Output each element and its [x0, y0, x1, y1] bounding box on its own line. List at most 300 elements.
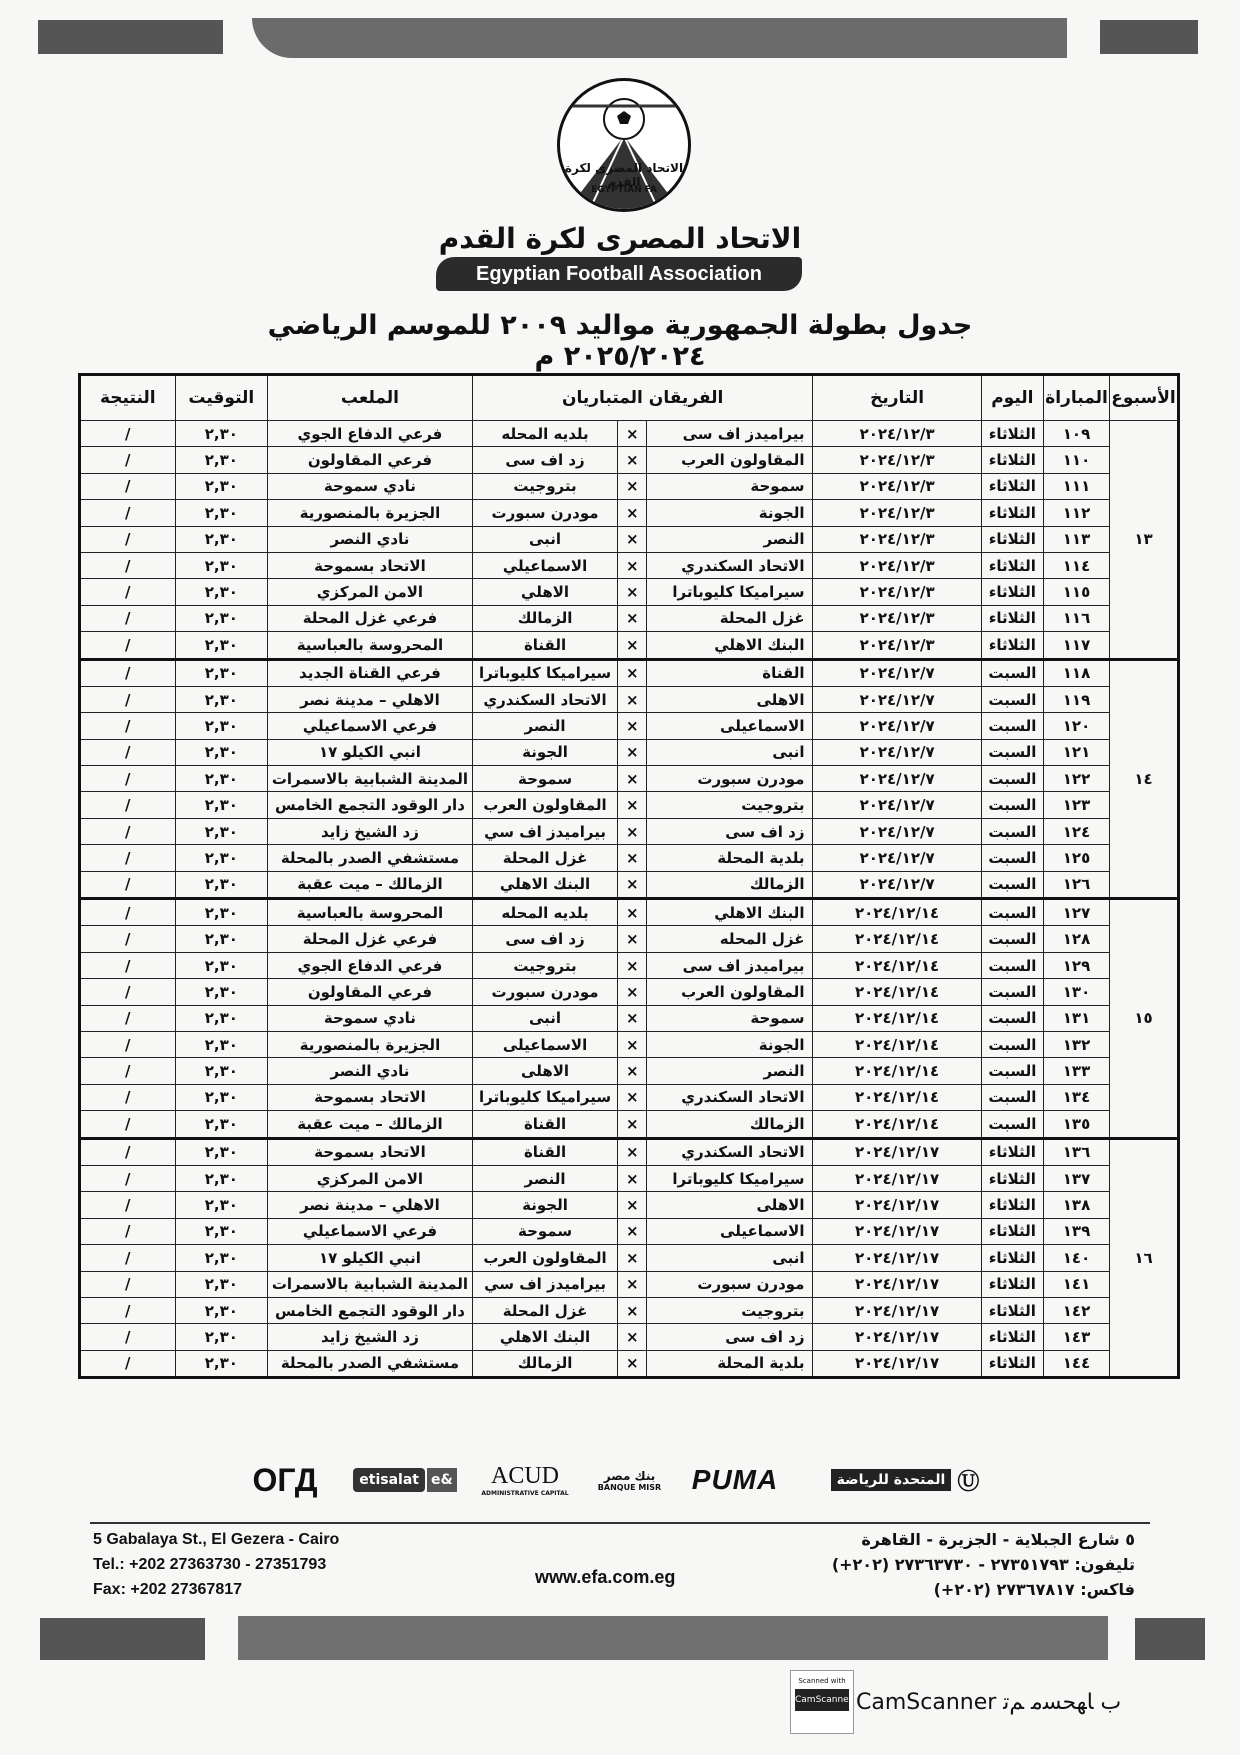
camscanner-text: CamScanner ﺏ ﺎﻬﺤﺴﻣ ﻢﺗ — [856, 1690, 1122, 1715]
match-result: / — [80, 659, 176, 686]
match-time: ٢,٣٠ — [175, 526, 267, 552]
match-result: / — [80, 1192, 176, 1218]
versus-mark: × — [618, 473, 647, 499]
match-venue: الاتحاد بسموحة — [268, 552, 473, 578]
away-team: الاسماعيلى — [472, 1031, 617, 1057]
header-day: اليوم — [981, 375, 1043, 421]
match-result: / — [80, 1324, 176, 1350]
match-date: ٢٠٢٤/١٢/٣ — [813, 447, 981, 473]
match-date: ٢٠٢٤/١٢/١٧ — [813, 1245, 981, 1271]
match-day: السبت — [981, 659, 1043, 686]
versus-mark: × — [618, 605, 647, 631]
header-result: النتيجة — [80, 375, 176, 421]
versus-mark: × — [618, 1084, 647, 1110]
versus-mark: × — [618, 979, 647, 1005]
match-venue: المحروسة بالعباسية — [268, 632, 473, 659]
away-team: غزل المحلة — [472, 845, 617, 871]
match-day: الثلاثاء — [981, 1245, 1043, 1271]
table-row — [80, 1031, 1179, 1057]
match-time: ٢,٣٠ — [175, 792, 267, 818]
match-venue: الزمالك – ميت عقبة — [268, 1111, 473, 1138]
match-number: ١٤٢ — [1044, 1297, 1110, 1323]
efa-logo — [557, 78, 691, 212]
match-day: السبت — [981, 818, 1043, 844]
versus-mark: × — [618, 1324, 647, 1350]
match-date: ٢٠٢٤/١٢/١٤ — [813, 1084, 981, 1110]
camscanner-badge-top: Scanned with — [798, 1677, 846, 1685]
match-result: / — [80, 552, 176, 578]
match-day: الثلاثاء — [981, 552, 1043, 578]
home-team: الاسماعيلى — [647, 1218, 813, 1244]
match-number: ١٠٩ — [1044, 421, 1110, 447]
match-day: السبت — [981, 952, 1043, 978]
phone-line-ar: تليفون: ٢٧٣٥١٧٩٣ - ٢٧٣٦٣٧٣٠ (٢٠٢+) — [831, 1555, 1135, 1574]
home-team: القناة — [647, 659, 813, 686]
versus-mark: × — [618, 766, 647, 792]
match-date: ٢٠٢٤/١٢/٧ — [813, 818, 981, 844]
away-team: الاهلى — [472, 1058, 617, 1084]
home-team: المقاولون العرب — [647, 447, 813, 473]
match-time: ٢,٣٠ — [175, 1084, 267, 1110]
home-team: سموحة — [647, 1005, 813, 1031]
table-row — [80, 421, 1179, 447]
match-venue: انبي الكيلو ١٧ — [268, 739, 473, 765]
top-scan-bar-center — [252, 18, 1067, 58]
match-number: ١١١ — [1044, 473, 1110, 499]
match-number: ١٢٨ — [1044, 926, 1110, 952]
match-time: ٢,٣٠ — [175, 447, 267, 473]
match-result: / — [80, 500, 176, 526]
match-time: ٢,٣٠ — [175, 926, 267, 952]
match-result: / — [80, 899, 176, 926]
header-teams: الفريقان المتباريان — [472, 375, 813, 421]
match-venue: فرعي المقاولون — [268, 979, 473, 1005]
versus-mark: × — [618, 1111, 647, 1138]
away-team: البنك الاهلي — [472, 1324, 617, 1350]
match-time: ٢,٣٠ — [175, 1350, 267, 1377]
match-date: ٢٠٢٤/١٢/١٤ — [813, 1058, 981, 1084]
match-number: ١٣٥ — [1044, 1111, 1110, 1138]
away-team: سموحة — [472, 1218, 617, 1244]
versus-mark: × — [618, 952, 647, 978]
header-week: الأسبوع — [1110, 375, 1179, 421]
match-number: ١٤٠ — [1044, 1245, 1110, 1271]
match-time: ٢,٣٠ — [175, 979, 267, 1005]
match-venue: الجزيرة بالمنصورية — [268, 500, 473, 526]
match-venue: المدينة الشبابية بالاسمرات — [268, 1271, 473, 1297]
versus-mark: × — [618, 845, 647, 871]
versus-mark: × — [618, 500, 647, 526]
match-venue: فرعي القناة الجديد — [268, 659, 473, 686]
match-result: / — [80, 686, 176, 712]
match-day: الثلاثاء — [981, 1350, 1043, 1377]
versus-mark: × — [618, 899, 647, 926]
away-team: المقاولون العرب — [472, 792, 617, 818]
home-team: سموحة — [647, 473, 813, 499]
match-date: ٢٠٢٤/١٢/٧ — [813, 713, 981, 739]
match-date: ٢٠٢٤/١٢/١٤ — [813, 979, 981, 1005]
match-time: ٢,٣٠ — [175, 1058, 267, 1084]
address-line-en: 5 Gabalaya St., El Gezera - Cairo — [93, 1531, 340, 1548]
match-venue: مستشفي الصدر بالمحلة — [268, 1350, 473, 1377]
match-day: السبت — [981, 1058, 1043, 1084]
table-row — [80, 1245, 1179, 1271]
away-team: سموحة — [472, 766, 617, 792]
match-time: ٢,٣٠ — [175, 871, 267, 898]
match-day: السبت — [981, 871, 1043, 898]
match-date: ٢٠٢٤/١٢/١٤ — [813, 1005, 981, 1031]
table-row — [80, 792, 1179, 818]
match-day: الثلاثاء — [981, 1297, 1043, 1323]
match-venue: فرعي المقاولون — [268, 447, 473, 473]
home-team: بيراميدز اف سى — [647, 421, 813, 447]
logo-text-en: EGYPTIAN FA — [591, 185, 657, 195]
match-number: ١١٥ — [1044, 579, 1110, 605]
match-date: ٢٠٢٤/١٢/٣ — [813, 579, 981, 605]
match-venue: فرعي غزل المحلة — [268, 605, 473, 631]
match-number: ١١٤ — [1044, 552, 1110, 578]
bottom-scan-bar-center — [238, 1616, 1108, 1660]
match-number: ١١٨ — [1044, 659, 1110, 686]
table-row — [80, 500, 1179, 526]
match-number: ١٢٢ — [1044, 766, 1110, 792]
match-day: السبت — [981, 899, 1043, 926]
versus-mark: × — [618, 447, 647, 473]
match-date: ٢٠٢٤/١٢/١٧ — [813, 1350, 981, 1377]
match-date: ٢٠٢٤/١٢/١٤ — [813, 952, 981, 978]
sponsors-strip — [240, 1455, 1010, 1505]
match-result: / — [80, 818, 176, 844]
fax-line-en: Fax: +202 27367817 — [93, 1581, 243, 1598]
header-time: التوقيت — [175, 375, 267, 421]
home-team: مودرن سبورت — [647, 1271, 813, 1297]
away-team: الاهلي — [472, 579, 617, 605]
match-number: ١٢٦ — [1044, 871, 1110, 898]
sponsor-banque-misr-en: BANQUE MISR — [597, 1482, 662, 1492]
table-row — [80, 1058, 1179, 1084]
table-row — [80, 1297, 1179, 1323]
home-team: بتروجيت — [647, 792, 813, 818]
camscanner-badge — [790, 1670, 854, 1734]
away-team: المقاولون العرب — [472, 1245, 617, 1271]
match-date: ٢٠٢٤/١٢/٣ — [813, 552, 981, 578]
sponsor-etisalat — [345, 1455, 465, 1505]
home-team: زد اف سى — [647, 818, 813, 844]
home-team: النصر — [647, 526, 813, 552]
match-result: / — [80, 979, 176, 1005]
match-time: ٢,٣٠ — [175, 659, 267, 686]
sponsor-acud-text: ACUD — [490, 1463, 559, 1489]
match-time: ٢,٣٠ — [175, 739, 267, 765]
match-number: ١٣٦ — [1044, 1138, 1110, 1165]
match-number: ١١٩ — [1044, 686, 1110, 712]
away-team: سيراميكا كليوباترا — [472, 659, 617, 686]
match-date: ٢٠٢٤/١٢/٧ — [813, 845, 981, 871]
match-day: الثلاثاء — [981, 500, 1043, 526]
away-team: انبى — [472, 526, 617, 552]
sponsor-acud-sub: ADMINISTRATIVE CAPITAL — [481, 1490, 569, 1497]
match-venue: فرعي الاسماعيلي — [268, 713, 473, 739]
table-row — [80, 1271, 1179, 1297]
away-team: الجونة — [472, 1192, 617, 1218]
home-team: الجونة — [647, 500, 813, 526]
match-day: السبت — [981, 739, 1043, 765]
match-date: ٢٠٢٤/١٢/٧ — [813, 659, 981, 686]
versus-mark: × — [618, 1271, 647, 1297]
match-result: / — [80, 845, 176, 871]
table-row — [80, 845, 1179, 871]
phone-line-en: Tel.: +202 27363730 - 27351793 — [93, 1556, 327, 1573]
match-day: الثلاثاء — [981, 1165, 1043, 1191]
match-result: / — [80, 579, 176, 605]
home-team: زد اف سى — [647, 1324, 813, 1350]
home-team: الاتحاد السكندري — [647, 552, 813, 578]
match-number: ١٤١ — [1044, 1271, 1110, 1297]
match-venue: الامن المركزي — [268, 579, 473, 605]
table-row — [80, 659, 1179, 686]
versus-mark: × — [618, 632, 647, 659]
match-day: السبت — [981, 1084, 1043, 1110]
versus-mark: × — [618, 713, 647, 739]
away-team: مودرن سبورت — [472, 500, 617, 526]
match-number: ١٣٨ — [1044, 1192, 1110, 1218]
match-number: ١٢١ — [1044, 739, 1110, 765]
match-result: / — [80, 1084, 176, 1110]
match-venue: نادي سموحة — [268, 473, 473, 499]
match-number: ١٣٩ — [1044, 1218, 1110, 1244]
match-result: / — [80, 713, 176, 739]
match-venue: فرعي الاسماعيلي — [268, 1218, 473, 1244]
match-time: ٢,٣٠ — [175, 632, 267, 659]
sponsor-acud — [475, 1455, 575, 1505]
sponsor-banque-misr-text: بنك مصر — [603, 1468, 656, 1483]
match-result: / — [80, 926, 176, 952]
table-row — [80, 1111, 1179, 1138]
match-time: ٢,٣٠ — [175, 1271, 267, 1297]
match-time: ٢,٣٠ — [175, 845, 267, 871]
match-date: ٢٠٢٤/١٢/٧ — [813, 739, 981, 765]
match-day: السبت — [981, 792, 1043, 818]
table-row — [80, 1192, 1179, 1218]
match-venue: الاتحاد بسموحة — [268, 1084, 473, 1110]
versus-mark: × — [618, 739, 647, 765]
home-team: الاهلى — [647, 1192, 813, 1218]
match-result: / — [80, 1245, 176, 1271]
table-row — [80, 473, 1179, 499]
match-day: السبت — [981, 1005, 1043, 1031]
match-date: ٢٠٢٤/١٢/١٧ — [813, 1297, 981, 1323]
logo-text: الاتحاد المصرى لكرة القدم — [564, 161, 684, 189]
match-time: ٢,٣٠ — [175, 552, 267, 578]
home-team: غزل المحلة — [647, 605, 813, 631]
versus-mark: × — [618, 1192, 647, 1218]
away-team: غزل المحلة — [472, 1297, 617, 1323]
versus-mark: × — [618, 1031, 647, 1057]
match-result: / — [80, 766, 176, 792]
match-time: ٢,٣٠ — [175, 579, 267, 605]
home-team: الزمالك — [647, 871, 813, 898]
match-date: ٢٠٢٤/١٢/٧ — [813, 792, 981, 818]
match-time: ٢,٣٠ — [175, 686, 267, 712]
match-date: ٢٠٢٤/١٢/١٧ — [813, 1192, 981, 1218]
sponsor-united-sports — [800, 1455, 1010, 1505]
match-result: / — [80, 739, 176, 765]
page-title: جدول بطولة الجمهورية مواليد ٢٠٠٩ للموسم الرياضي ٢٠٢٥/٢٠٢٤ م — [267, 310, 973, 372]
away-team: زد اف سى — [472, 926, 617, 952]
match-result: / — [80, 1005, 176, 1031]
match-date: ٢٠٢٤/١٢/٣ — [813, 526, 981, 552]
address-english — [93, 1527, 339, 1602]
match-number: ١٣١ — [1044, 1005, 1110, 1031]
match-result: / — [80, 871, 176, 898]
home-team: بيراميدز اف سى — [647, 952, 813, 978]
match-number: ١٢٣ — [1044, 792, 1110, 818]
match-date: ٢٠٢٤/١٢/٧ — [813, 686, 981, 712]
match-venue: انبي الكيلو ١٧ — [268, 1245, 473, 1271]
match-time: ٢,٣٠ — [175, 1138, 267, 1165]
org-name-arabic: الاتحاد المصرى لكرة القدم — [438, 222, 802, 255]
match-day: الثلاثاء — [981, 1324, 1043, 1350]
away-team: سيراميكا كليوباترا — [472, 1084, 617, 1110]
bottom-scan-bar-right — [1135, 1618, 1205, 1660]
home-team: الاهلى — [647, 686, 813, 712]
table-row — [80, 1218, 1179, 1244]
versus-mark: × — [618, 1218, 647, 1244]
table-row — [80, 632, 1179, 659]
match-time: ٢,٣٠ — [175, 605, 267, 631]
match-date: ٢٠٢٤/١٢/٧ — [813, 871, 981, 898]
match-time: ٢,٣٠ — [175, 1218, 267, 1244]
match-day: السبت — [981, 1031, 1043, 1057]
match-day: السبت — [981, 766, 1043, 792]
camscanner-logo-icon: CamScanner — [795, 1689, 849, 1711]
week-number: ١٥ — [1110, 899, 1179, 1139]
match-number: ١٢٥ — [1044, 845, 1110, 871]
table-row — [80, 526, 1179, 552]
match-date: ٢٠٢٤/١٢/١٧ — [813, 1324, 981, 1350]
table-row — [80, 926, 1179, 952]
match-day: السبت — [981, 686, 1043, 712]
match-date: ٢٠٢٤/١٢/١٧ — [813, 1271, 981, 1297]
match-number: ١٤٤ — [1044, 1350, 1110, 1377]
table-row — [80, 552, 1179, 578]
match-number: ١٢٤ — [1044, 818, 1110, 844]
versus-mark: × — [618, 1165, 647, 1191]
versus-mark: × — [618, 1058, 647, 1084]
match-venue: دار الوقود التجمع الخامس — [268, 792, 473, 818]
match-number: ١١٢ — [1044, 500, 1110, 526]
address-line-ar: ٥ شارع الجبلاية - الجزيرة - القاهرة — [861, 1530, 1135, 1549]
home-team: الزمالك — [647, 1111, 813, 1138]
table-row — [80, 1165, 1179, 1191]
match-day: السبت — [981, 1111, 1043, 1138]
bottom-scan-bar-left — [40, 1618, 205, 1660]
match-time: ٢,٣٠ — [175, 1192, 267, 1218]
away-team: بيراميدز اف سي — [472, 1271, 617, 1297]
match-day: الثلاثاء — [981, 605, 1043, 631]
match-venue: زد الشيخ زايد — [268, 1324, 473, 1350]
match-number: ١٣٧ — [1044, 1165, 1110, 1191]
united-sports-icon: Ⓤ — [957, 1469, 980, 1495]
table-row — [80, 766, 1179, 792]
match-day: الثلاثاء — [981, 473, 1043, 499]
header-match: المباراة — [1044, 375, 1110, 421]
match-time: ٢,٣٠ — [175, 713, 267, 739]
home-team: انبى — [647, 1245, 813, 1271]
match-date: ٢٠٢٤/١٢/١٤ — [813, 1031, 981, 1057]
match-number: ١٢٠ — [1044, 713, 1110, 739]
home-team: بتروجيت — [647, 1297, 813, 1323]
match-day: السبت — [981, 926, 1043, 952]
match-number: ١٣٠ — [1044, 979, 1110, 1005]
table-row — [80, 686, 1179, 712]
schedule-body — [80, 421, 1179, 1378]
match-date: ٢٠٢٤/١٢/١٤ — [813, 926, 981, 952]
away-team: بيراميدز اف سي — [472, 818, 617, 844]
home-team: المقاولون العرب — [647, 979, 813, 1005]
away-team: البنك الاهلي — [472, 871, 617, 898]
match-date: ٢٠٢٤/١٢/٧ — [813, 766, 981, 792]
match-venue: نادي النصر — [268, 1058, 473, 1084]
match-date: ٢٠٢٤/١٢/٣ — [813, 421, 981, 447]
match-date: ٢٠٢٤/١٢/٣ — [813, 500, 981, 526]
sponsor-puma-text: PUMA — [691, 1464, 779, 1495]
versus-mark: × — [618, 1138, 647, 1165]
match-day: الثلاثاء — [981, 632, 1043, 659]
versus-mark: × — [618, 1005, 647, 1031]
match-day: السبت — [981, 845, 1043, 871]
match-result: / — [80, 1031, 176, 1057]
match-date: ٢٠٢٤/١٢/١٤ — [813, 1111, 981, 1138]
away-team: بلديه المحله — [472, 421, 617, 447]
match-day: الثلاثاء — [981, 1218, 1043, 1244]
match-venue: الجزيرة بالمنصورية — [268, 1031, 473, 1057]
match-time: ٢,٣٠ — [175, 818, 267, 844]
home-team: بلدية المحلة — [647, 845, 813, 871]
versus-mark: × — [618, 579, 647, 605]
sponsor-etisalat-text: etisalat — [353, 1468, 425, 1492]
versus-mark: × — [618, 1350, 647, 1377]
table-row — [80, 447, 1179, 473]
table-row — [80, 1138, 1179, 1165]
match-time: ٢,٣٠ — [175, 1245, 267, 1271]
header-venue: الملعب — [268, 375, 473, 421]
match-venue: فرعي غزل المحلة — [268, 926, 473, 952]
sponsor-orange — [240, 1455, 330, 1505]
match-number: ١١٧ — [1044, 632, 1110, 659]
week-number: ١٤ — [1110, 659, 1179, 899]
match-result: / — [80, 1111, 176, 1138]
address-arabic — [832, 1527, 1135, 1602]
match-time: ٢,٣٠ — [175, 421, 267, 447]
away-team: بلديه المحله — [472, 899, 617, 926]
match-day: السبت — [981, 713, 1043, 739]
away-team: بتروجيت — [472, 952, 617, 978]
match-time: ٢,٣٠ — [175, 952, 267, 978]
versus-mark: × — [618, 659, 647, 686]
home-team: سيراميكا كليوباترا — [647, 1165, 813, 1191]
match-day: السبت — [981, 979, 1043, 1005]
versus-mark: × — [618, 871, 647, 898]
away-team: القناة — [472, 632, 617, 659]
match-venue: الزمالك – ميت عقبة — [268, 871, 473, 898]
match-day: الثلاثاء — [981, 447, 1043, 473]
website-link[interactable]: www.efa.com.eg — [535, 1567, 676, 1587]
match-time: ٢,٣٠ — [175, 1111, 267, 1138]
table-row — [80, 1005, 1179, 1031]
match-number: ١١٦ — [1044, 605, 1110, 631]
home-team: انبى — [647, 739, 813, 765]
